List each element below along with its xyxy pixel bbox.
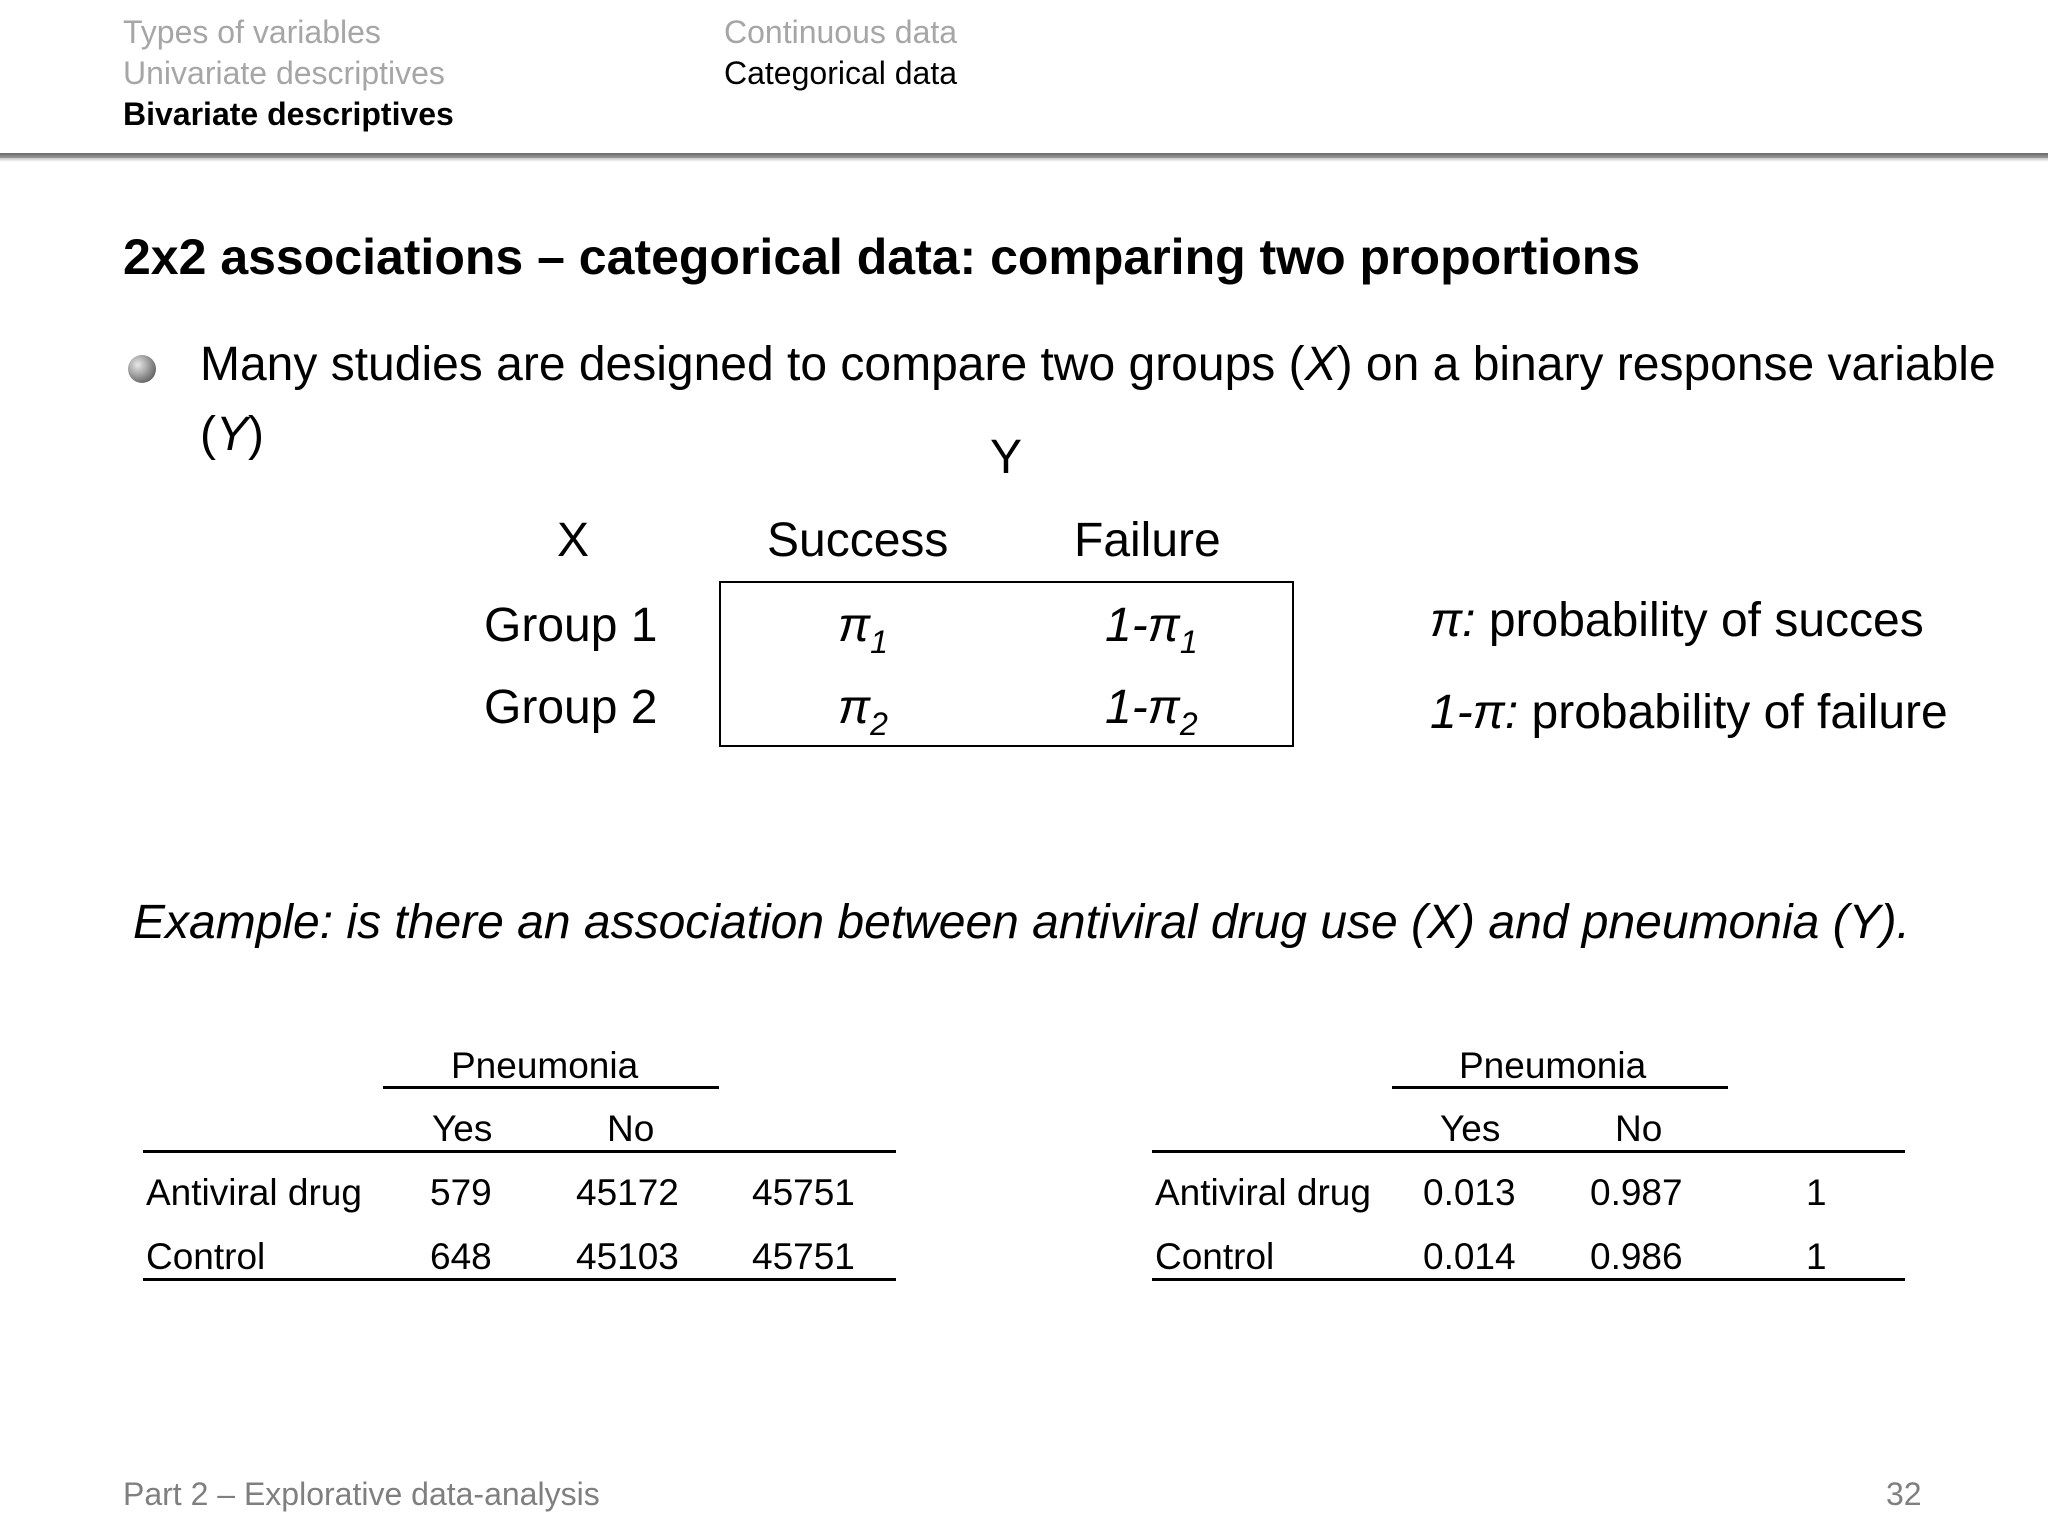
bullet-icon [128,355,156,383]
page-number: 32 [1886,1476,1922,1512]
bullet-text: Many studies are designed to compare two groups (X) on a binary response variable (Y) [200,338,1996,461]
proportions-row-label: Antiviral drug [1155,1172,1371,1213]
counts-row-label: Antiviral drug [146,1172,362,1213]
proportions-cell: 0.986 [1590,1236,1683,1277]
proportions-cell: 0.013 [1423,1172,1516,1213]
proportions-cell: 0.014 [1423,1236,1516,1277]
cell-group-1-success: $\pi_1$ [838,599,888,660]
col-header-failure: Failure [1074,514,1221,567]
proportions-row-total: 1 [1806,1172,1827,1213]
cell-group-2-success: $\pi_2$ [838,681,888,742]
nav-continuous-data[interactable]: Continuous data [724,14,958,50]
counts-col-yes: Yes [432,1108,493,1149]
nav-univariate-descriptives[interactable]: Univariate descriptives [123,55,445,91]
proportions-group-underline [1392,1086,1728,1089]
counts-row-total: 45751 [752,1236,855,1277]
nav-categorical-data[interactable]: Categorical data [724,55,958,91]
proportions-bottom-rule [1152,1278,1905,1281]
legend-success: π: probability of succes [1430,594,1924,647]
counts-bottom-rule [143,1278,896,1281]
row-label-group-2: Group 2 [484,681,658,734]
row-label-group-1: Group 1 [484,599,658,652]
counts-row-label: Control [146,1236,266,1277]
proportions-col-no: No [1615,1108,1663,1149]
counts-group-underline [383,1086,719,1089]
slide-title: 2x2 associations – categorical data: comparing two proportions [123,229,1641,285]
proportions-cell: 0.987 [1590,1172,1683,1213]
counts-cell: 648 [430,1236,492,1277]
counts-cell: 45172 [576,1172,679,1213]
cell-group-1-failure: $1-\pi_1$ [1105,599,1198,660]
counts-col-no: No [607,1108,655,1149]
counts-row-total: 45751 [752,1172,855,1213]
counts-cell: 45103 [576,1236,679,1277]
counts-cell: 579 [430,1172,492,1213]
proportions-header-rule [1152,1150,1905,1153]
cell-group-2-failure: $1-\pi_2$ [1105,681,1198,742]
legend-failure: 1-π: probability of failure [1430,686,1948,739]
proportions-row-label: Control [1155,1236,1275,1277]
nav-types-of-variables[interactable]: Types of variables [123,14,381,50]
counts-header-rule [143,1150,896,1153]
nav-bivariate-descriptives[interactable]: Bivariate descriptives [123,96,454,132]
proportions-group-header: Pneumonia [1459,1045,1647,1086]
footer-section-title: Part 2 – Explorative data-analysis [123,1476,600,1512]
col-header-success: Success [767,514,949,567]
proportions-row-total: 1 [1806,1236,1827,1277]
header-divider-shadow [0,158,2048,162]
counts-group-header: Pneumonia [451,1045,639,1086]
y-axis-label: Y [990,431,1023,484]
x-axis-label: X [557,514,590,567]
proportions-col-yes: Yes [1440,1108,1501,1149]
probability-table-box [719,581,1294,747]
example-question: Example: is there an association between antiviral drug use (X) and pneumonia (Y). [133,896,1910,949]
